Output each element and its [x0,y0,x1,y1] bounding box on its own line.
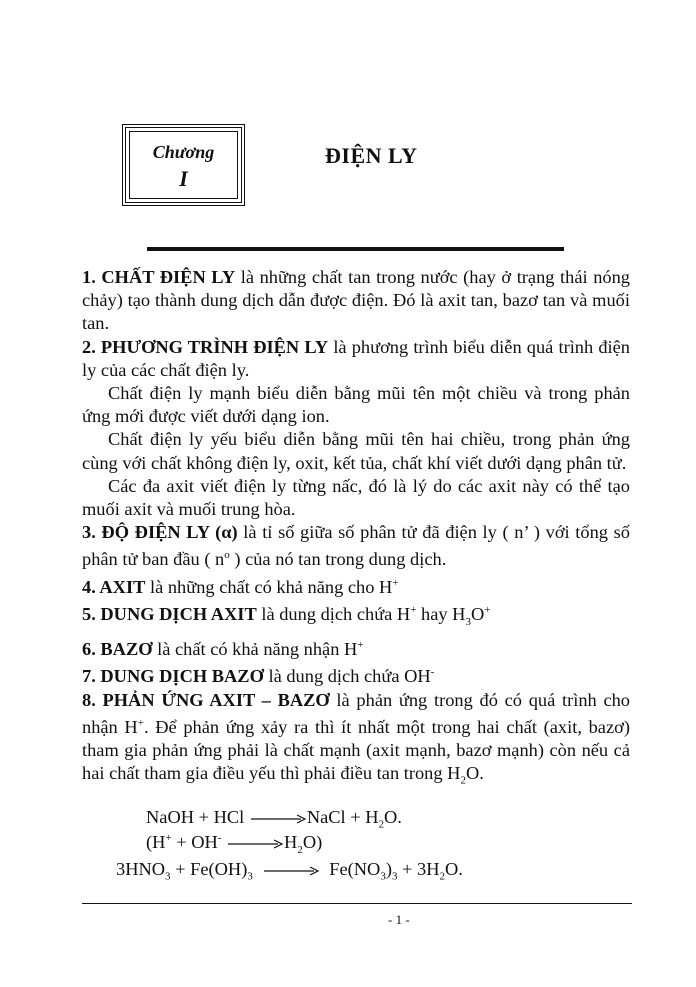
subscript: 3 [380,870,386,883]
eq-left: NaOH + HCl [146,807,245,827]
page-number: - 1 - [388,912,410,927]
section-text: là chất có khả năng nhận H [152,639,358,660]
section-1 [82,266,630,336]
section-heading: 7. DUNG DỊCH BAZƠ [82,666,264,687]
section-text: là tỉ số giữa số phân tử đã điện ly ( n’ ) với tổng số phân tử ban đầu ( n [82,522,631,570]
section-8 [82,689,630,794]
section-heading: 1. CHẤT ĐIỆN LY [82,267,236,287]
eq-right: O. [444,859,463,879]
chapter-box [122,124,245,206]
superscript: + [357,639,364,652]
section-text: O [470,604,485,625]
title-rule [147,247,564,251]
section-text: hay H [416,604,466,625]
eq-left: + OH [171,832,218,853]
eq-right: ) [385,859,392,879]
superscript: + [410,604,417,617]
section-heading: 4. AXIT [82,576,146,597]
subscript: 2 [378,818,385,831]
eq-left: + Fe(OH) [170,859,248,879]
section-heading: 6. BAZƠ [82,639,153,660]
equation-1 [146,807,402,831]
superscript: + [392,576,399,589]
eq-left: 3HNO [116,859,166,879]
equation-3 [116,859,463,883]
subscript: 3 [391,870,398,883]
section-4 [82,572,630,599]
arrow-icon [249,814,307,824]
paragraph: Các đa axit viết điện ly từng nấc, đó là lý do các axit này có thể tạo muối axit và muối trung hòa. [82,475,630,520]
section-heading: 5. DUNG DỊCH AXIT [82,604,257,625]
section-6 [82,634,630,661]
subscript: 2 [439,870,445,883]
eq-right: + 3H [397,859,440,879]
section-5 [82,599,630,634]
superscript: + [484,604,491,617]
eq-right: O. [384,807,402,827]
chapter-title: ĐIỆN LY [325,143,418,168]
footer-rule [82,903,632,904]
section-heading: 3. ĐỘ ĐIỆN LY (α) [82,522,238,543]
section-text: . Để phản ứng xảy ra thì ít nhất một trong hai chất (axit, bazơ) tham gia phản ứng phải là chất mạnh (axit mạnh, bazơ mạnh) còn nếu cả hai chất tham gia điều yếu thì phải điều tan trong H [82,717,630,784]
eq-left: (H [146,832,166,853]
section-text: là dung dịch chứa OH [263,666,431,687]
superscript: + [165,832,172,844]
eq-right: O) [302,832,323,853]
superscript: - [217,832,222,844]
paragraph: Chất điện ly mạnh biểu diễn bằng mũi tên một chiều và trong phản ứng mới được viết dưới dạng ion. [82,383,630,427]
document-body [82,266,630,793]
subscript: 2 [297,843,303,856]
eq-right: Fe(NO [329,859,381,879]
section-3 [82,521,630,572]
subscript: 2 [460,775,466,788]
subscript: 3 [465,615,471,628]
section-heading: 8. PHẢN ỨNG AXIT – BAZƠ [82,689,330,710]
section-text: ) của nó tan trong dung dịch. [229,549,447,570]
superscript: o [224,549,230,562]
chapter-label: Chương [152,142,215,162]
subscript: 3 [247,870,253,883]
section-text: là dung dịch chứa H [256,604,411,625]
section-7 [82,661,630,688]
equation-2 [146,832,322,856]
section-text: là những chất có khả năng cho H [145,576,393,597]
section-text: là phản ứng trong đó có quá trình cho nhận H [82,689,631,738]
section-heading: 2. PHƯƠNG TRÌNH ĐIỆN LY [82,336,329,357]
section-2 [82,336,630,382]
section-text: là phương trình biểu diễn quá trình điện ly của các chất điện ly. [82,336,630,380]
chapter-number: I [179,166,188,191]
section-text: là những chất tan trong nước (hay ở trạng thái nóng chảy) tạo thành dung dịch dẫn được điện. Đó là axit tan, bazơ tan và muối tan. [82,267,630,334]
arrow-icon [226,839,284,849]
arrow-icon [262,866,320,876]
eq-right: NaCl + H [306,807,379,827]
subscript: 3 [165,870,171,883]
superscript: - [430,666,435,679]
paragraph: Chất điện ly yếu biểu diễn bằng mũi tên hai chiều, trong phản ứng cùng với chất không điện ly, oxit, kết tủa, chất khí viết dưới dạng phân tử. [82,429,630,473]
section-text: O. [465,763,484,784]
superscript: + [137,716,144,729]
eq-right: H [284,832,298,853]
